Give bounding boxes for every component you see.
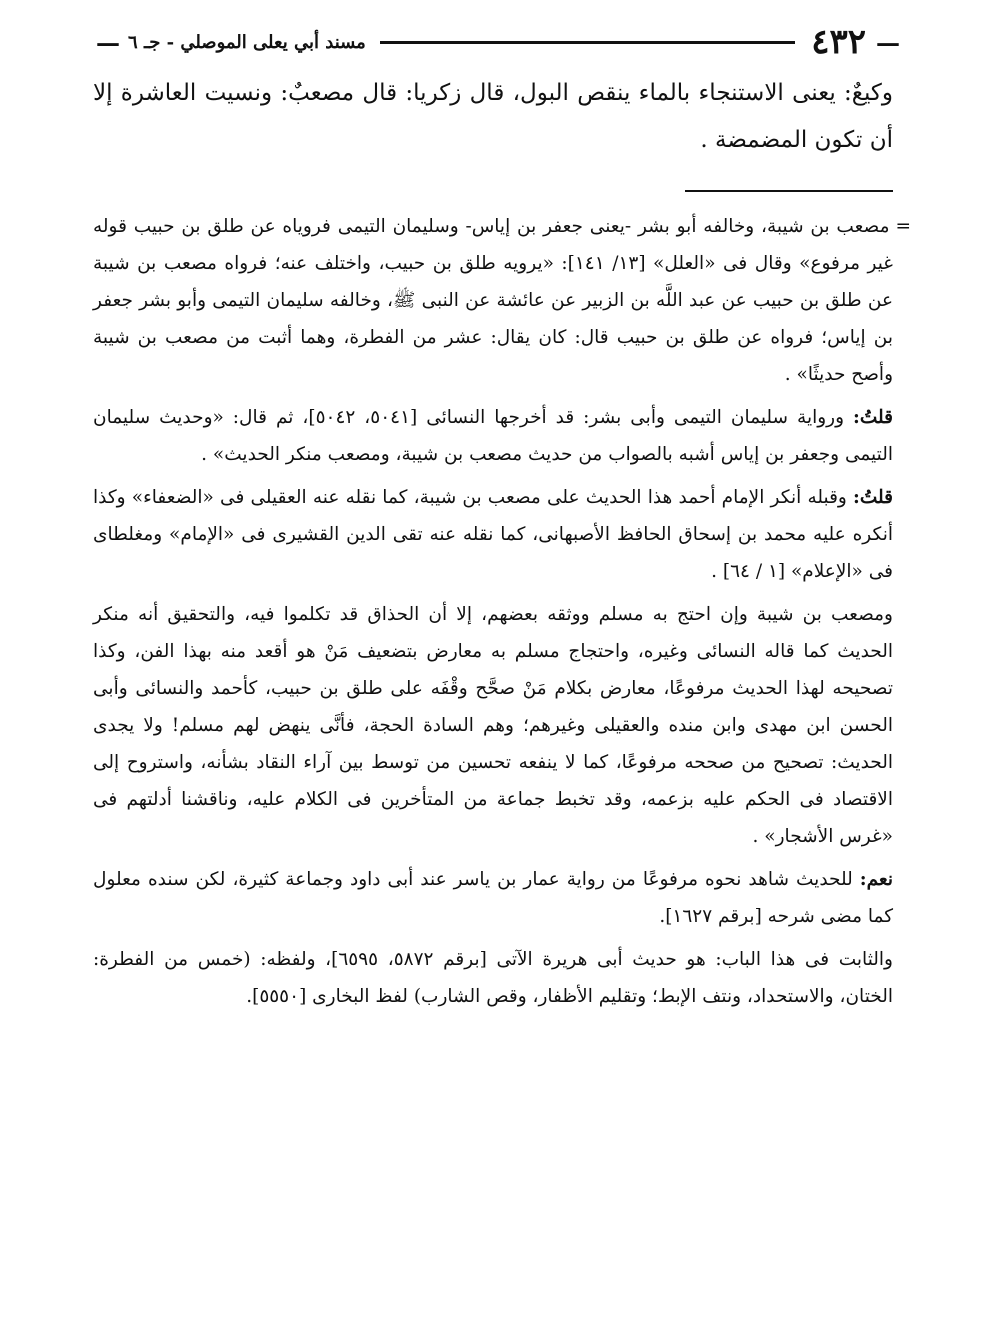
continuation-text: مصعب بن شيبة، وخالفه أبو بشر -يعنى جعفر بن إياس- وسليمان التيمى فروياه عن طلق بن حبيب قوله غير مرفوع» وقال فى «العلل» [١٣/ ١٤١]: «يرويه طلق بن حبيب، واختلف عنه؛ فرواه مصعب بن شيبة عن طلق بن حبيب عن عبد اللَّه بن الزبير عن عائشة عن النبى ﷺ، وخالفه سليمان التيمى وأبو بشر جعفر بن إياس؛ فرواه عن طلق بن حبيب قال: كان يقال: عشر من الفطرة، وهما أثبت من مصعب بن شيبة وأصح حديثًا» . — [93, 216, 893, 385]
qultu-label: قلتُ: — [853, 407, 893, 428]
footnote-paragraph-2 — [93, 399, 893, 473]
footnote-continuation — [93, 208, 911, 393]
paragraph-5-text: للحديث شاهد نحوه مرفوعًا من رواية عمار بن ياسر عند أبى داود وجماعة كثيرة، لكن سنده معلول كما مضى شرحه [برقم ١٦٢٧]. — [93, 869, 893, 927]
footnote-paragraph-3 — [93, 479, 893, 590]
page-number: ٤٣٢ — [811, 22, 866, 62]
running-title: مسند أبي يعلى الموصلي - جـ ٦ — [128, 31, 366, 53]
paragraph-2-text: ورواية سليمان التيمى وأبى بشر: قد أخرجها النسائى [٥٠٤١، ٥٠٤٢]، ثم قال: «وحديث سليمان التيمى وجعفر بن إياس أشبه بالصواب من حديث مصعب بن شيبة، ومصعب منكر الحديث» . — [93, 407, 893, 465]
continuation-marker: = — [895, 216, 911, 237]
footnote-separator — [685, 190, 893, 192]
naam-label: نعم: — [859, 869, 893, 890]
page-header — [92, 22, 904, 62]
paragraph-3-text: وقبله أنكر الإمام أحمد هذا الحديث على مصعب بن شيبة، كما نقله عنه العقيلى فى «الضعفاء» وكذا أنكره عليه محمد بن إسحاق الحافظ الأصبهانى، كما نقله عنه تقى الدين القشيرى فى «الإمام» ومغلطاى فى «الإعلام» [١ / ٦٤] . — [93, 487, 893, 582]
footnote-paragraph-5 — [93, 861, 893, 935]
header-rule — [380, 41, 795, 44]
header-dash-left: — — [96, 27, 120, 57]
qultu-label: قلتُ: — [853, 487, 893, 508]
main-text: وكيعٌ: يعنى الاستنجاء بالماء ينقص البول، قال زكريا: قال مصعبٌ: ونسيت العاشرة إلا أن تكون المضمضة . — [93, 80, 893, 153]
footnote-paragraph-4: ومصعب بن شيبة وإن احتج به مسلم ووثقه بعضهم، إلا أن الحذاق قد تكلموا فيه، والتحقيق أنه منكر الحديث كما قاله النسائى وغيره، واحتجاج مسلم به معارض بتضعيف مَنْ هو أقعد منه بهذا الفن، وكذا تصحيحه لهذا الحديث مرفوعًا، معارض بكلام مَنْ صحَّح وقْفَه على طلق بن حبيب، كأحمد والنسائى وأبى الحسن ابن مهدى وابن منده والعقيلى وغيرهم؛ وهم السادة الحجة، فأنَّى ينهض لهم مسلم! ولا يجدى الحديث: تصحيح من صححه مرفوعًا، كما لا ينفعه تحسين من توسط بين آراء النقاد بشأنه، واستروح إلى الاقتصاد فى الحكم عليه بزعمه، وقد تخبط جماعة من المتأخرين فى الكلام عليه، وناقشنا أدلتهم فى «غرس الأشجار» . — [93, 604, 893, 847]
header-dash-right: — — [876, 27, 900, 57]
footnotes — [93, 208, 911, 1021]
footnote-paragraph-6: والثابت فى هذا الباب: هو حديث أبى هريرة الآتى [برقم ٥٨٧٢، ٦٥٩٥]، ولفظه: (خمس من الفطرة: الختان، والاستحداد، ونتف الإبط؛ وتقليم الأظفار، وقص الشارب) لفظ البخارى [٥٥٥٠]. — [93, 949, 893, 1007]
